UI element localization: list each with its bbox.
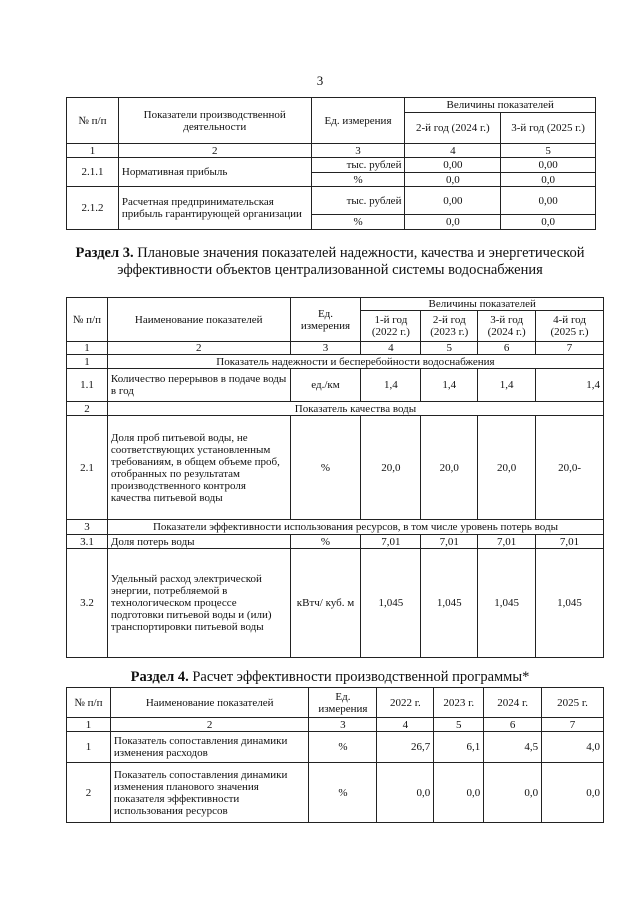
index-cell: 2 xyxy=(110,718,309,732)
section4-label: Раздел 4. xyxy=(130,669,189,685)
index-cell: 6 xyxy=(484,718,542,732)
col-header-num: № п/п xyxy=(67,688,111,718)
row-unit: % xyxy=(311,215,405,230)
program-efficiency-table xyxy=(66,687,604,823)
row-value: 0,0 xyxy=(377,763,434,823)
row-name: Удельный расход электрической энергии, потребляемой в технологическом процессе подготовки питьевой воды и (или) транспортировки питьевой воды xyxy=(107,549,290,658)
col-header-year: 2023 г. xyxy=(434,688,484,718)
row-value: 0,0 xyxy=(405,173,501,187)
index-cell: 2 xyxy=(107,342,290,355)
row-value: 7,01 xyxy=(361,535,421,549)
index-cell: 3 xyxy=(290,342,361,355)
row-unit: % xyxy=(290,416,361,520)
group-title: Показатель надежности и бесперебойности водоснабжения xyxy=(107,355,603,369)
row-value: 0,0 xyxy=(542,763,604,823)
col-header-values-group: Величины показателей xyxy=(405,98,596,113)
row-num: 1.1 xyxy=(67,369,108,402)
row-value: 0,0 xyxy=(501,173,596,187)
index-cell: 5 xyxy=(434,718,484,732)
row-value: 20,0 xyxy=(361,416,421,520)
row-num: 2.1.2 xyxy=(67,187,119,230)
group-title: Показатель качества воды xyxy=(107,402,603,416)
row-unit: % xyxy=(290,535,361,549)
row-name: Доля потерь воды xyxy=(107,535,290,549)
index-cell: 3 xyxy=(311,144,405,158)
row-value: 4,0 xyxy=(542,732,604,763)
col-header-year: 2025 г. xyxy=(542,688,604,718)
row-value: 4,5 xyxy=(484,732,542,763)
row-value: 0,00 xyxy=(405,187,501,215)
section4-title: Расчет эффективности производственной программы* xyxy=(192,669,530,685)
group-num: 1 xyxy=(67,355,108,369)
row-value: 1,4 xyxy=(536,369,604,402)
index-cell: 7 xyxy=(536,342,604,355)
row-name: Расчетная предпринимательская прибыль гарантирующей организации xyxy=(118,187,311,230)
col-header-num: № п/п xyxy=(67,298,108,342)
index-cell: 2 xyxy=(118,144,311,158)
row-value: 1,4 xyxy=(361,369,421,402)
group-title: Показатели эффективности использования ресурсов, в том числе уровень потерь воды xyxy=(107,520,603,535)
col-header-year: 2-й год (2023 г.) xyxy=(421,311,478,342)
row-name: Показатель сопоставления динамики изменения расходов xyxy=(110,732,309,763)
index-cell: 6 xyxy=(478,342,536,355)
row-num: 3.2 xyxy=(67,549,108,658)
row-value: 20,0 xyxy=(478,416,536,520)
group-num: 3 xyxy=(67,520,108,535)
index-cell: 5 xyxy=(421,342,478,355)
row-value: 0,00 xyxy=(501,158,596,173)
col-header-year: 4-й год (2025 г.) xyxy=(536,311,604,342)
section3-title: Плановые значения показателей надежности, качества и энергетической эффективности объектов централизованной системы водоснабжения xyxy=(117,245,585,278)
row-value: 20,0- xyxy=(536,416,604,520)
section4-heading xyxy=(60,669,600,686)
index-cell: 1 xyxy=(67,144,119,158)
col-header-year: 3-й год (2024 г.) xyxy=(478,311,536,342)
row-name: Нормативная прибыль xyxy=(118,158,311,187)
row-num: 2.1.1 xyxy=(67,158,119,187)
row-name: Доля проб питьевой воды, не соответствующих установленным требованиям, в общем объеме проб, отобранных по результатам производственного контроля качества питьевой воды xyxy=(107,416,290,520)
reliability-quality-efficiency-table xyxy=(66,297,604,658)
row-value: 1,4 xyxy=(478,369,536,402)
row-value: 0,0 xyxy=(405,215,501,230)
col-header-year: 2024 г. xyxy=(484,688,542,718)
col-header-unit: Ед. измерения xyxy=(290,298,361,342)
row-unit: % xyxy=(309,763,377,823)
row-unit: кВтч/ куб. м xyxy=(290,549,361,658)
col-header-values-group: Величины показателей xyxy=(361,298,604,311)
row-value: 0,0 xyxy=(434,763,484,823)
row-unit: тыс. рублей xyxy=(311,158,405,173)
row-name: Показатель сопоставления динамики изменения планового значения показателя эффективности использования ресурсов xyxy=(110,763,309,823)
index-cell: 3 xyxy=(309,718,377,732)
row-value: 0,0 xyxy=(501,215,596,230)
row-value: 1,045 xyxy=(536,549,604,658)
index-cell: 1 xyxy=(67,342,108,355)
row-value: 7,01 xyxy=(478,535,536,549)
row-unit: % xyxy=(309,732,377,763)
index-cell: 1 xyxy=(67,718,111,732)
col-header-year: 3-й год (2025 г.) xyxy=(501,113,596,144)
row-num: 2.1 xyxy=(67,416,108,520)
row-value: 1,045 xyxy=(421,549,478,658)
row-value: 1,045 xyxy=(478,549,536,658)
col-header-num: № п/п xyxy=(67,98,119,144)
col-header-unit: Ед. измерения xyxy=(309,688,377,718)
index-cell: 7 xyxy=(542,718,604,732)
row-value: 0,0 xyxy=(484,763,542,823)
row-unit: тыс. рублей xyxy=(311,187,405,215)
col-header-unit: Ед. измерения xyxy=(311,98,405,144)
row-value: 1,045 xyxy=(361,549,421,658)
col-header-year: 2022 г. xyxy=(377,688,434,718)
row-num: 2 xyxy=(67,763,111,823)
index-cell: 5 xyxy=(501,144,596,158)
index-cell: 4 xyxy=(405,144,501,158)
row-value: 26,7 xyxy=(377,732,434,763)
production-indicators-table xyxy=(66,97,596,230)
row-value: 20,0 xyxy=(421,416,478,520)
row-value: 7,01 xyxy=(421,535,478,549)
index-cell: 4 xyxy=(361,342,421,355)
row-num: 1 xyxy=(67,732,111,763)
col-header-name: Наименование показателей xyxy=(110,688,309,718)
row-value: 1,4 xyxy=(421,369,478,402)
row-value: 7,01 xyxy=(536,535,604,549)
row-value: 6,1 xyxy=(434,732,484,763)
group-num: 2 xyxy=(67,402,108,416)
col-header-name: Показатели производственной деятельности xyxy=(118,98,311,144)
col-header-year: 1-й год (2022 г.) xyxy=(361,311,421,342)
row-value: 0,00 xyxy=(405,158,501,173)
section3-label: Раздел 3. xyxy=(75,245,134,261)
row-unit: ед./км xyxy=(290,369,361,402)
section3-heading xyxy=(60,245,600,279)
index-cell: 4 xyxy=(377,718,434,732)
col-header-year: 2-й год (2024 г.) xyxy=(405,113,501,144)
page-number: 3 xyxy=(316,73,324,88)
row-value: 0,00 xyxy=(501,187,596,215)
row-num: 3.1 xyxy=(67,535,108,549)
row-name: Количество перерывов в подаче воды в год xyxy=(107,369,290,402)
row-unit: % xyxy=(311,173,405,187)
col-header-name: Наименование показателей xyxy=(107,298,290,342)
